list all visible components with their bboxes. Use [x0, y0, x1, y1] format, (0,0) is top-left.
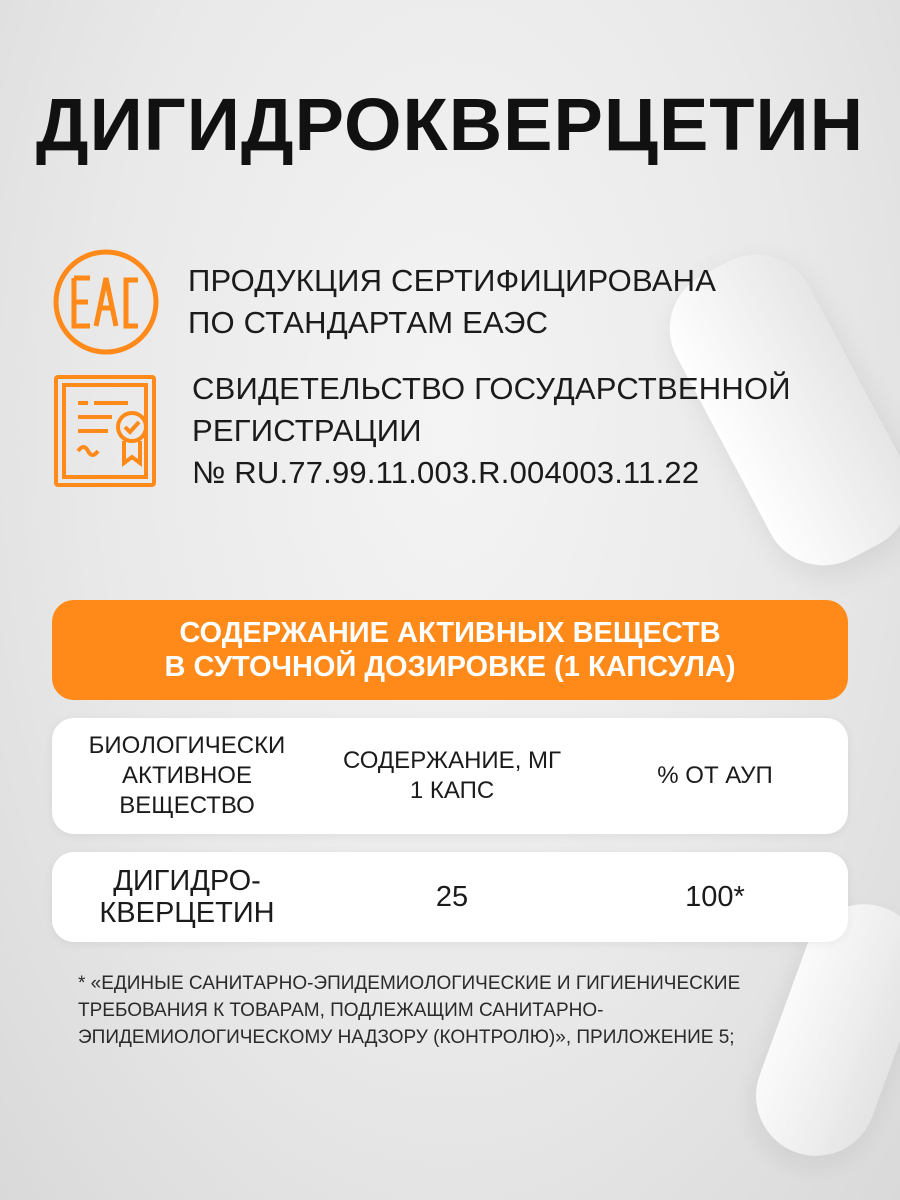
eac-icon — [52, 248, 160, 356]
table-row — [52, 852, 848, 942]
header-text: БИОЛОГИЧЕСКИ — [88, 732, 286, 759]
registration-text — [192, 368, 791, 494]
certification-text — [188, 260, 716, 344]
certification-line: ПРОДУКЦИЯ СЕРТИФИЦИРОВАНА — [188, 263, 717, 298]
certification-line: ПО СТАНДАРТАМ ЕАЭС — [188, 305, 549, 340]
cell-text: КВЕРЦЕТИН — [99, 897, 275, 929]
header-substance — [52, 731, 322, 821]
footnote-line: ТРЕБОВАНИЯ К ТОВАРАМ, ПОДЛЕЖАЩИМ САНИТАРНО- — [78, 1000, 604, 1021]
header-text: СОДЕРЖАНИЕ, МГ — [342, 747, 562, 774]
table-header — [52, 718, 848, 834]
banner-line: СОДЕРЖАНИЕ АКТИВНЫХ ВЕЩЕСТВ — [179, 617, 721, 649]
footnote-line: ЭПИДЕМИОЛОГИЧЕСКОМУ НАДЗОРУ (КОНТРОЛЮ)», ПРИЛОЖЕНИЕ 5; — [78, 1027, 735, 1048]
registration-line: РЕГИСТРАЦИИ — [192, 413, 422, 448]
certificate-icon — [52, 377, 160, 485]
header-text: ВЕЩЕСТВО — [119, 792, 255, 819]
cell-text: ДИГИДРО- — [113, 865, 261, 897]
header-amount — [322, 746, 582, 806]
registration-number: № RU.77.99.11.003.R.004003.11.22 — [192, 455, 700, 490]
registration-line: СВИДЕТЕЛЬСТВО ГОСУДАРСТВЕННОЙ — [192, 371, 791, 406]
cell-substance — [52, 865, 322, 929]
banner-line: В СУТОЧНОЙ ДОЗИРОВКЕ (1 КАПСУЛА) — [164, 651, 736, 683]
footnote-line: * «ЕДИНЫЕ САНИТАРНО-ЭПИДЕМИОЛОГИЧЕСКИЕ И ГИГИЕНИЧЕСКИЕ — [78, 973, 741, 994]
cell-percent: 100* — [685, 881, 745, 913]
product-title: ДИГИДРОКВЕРЦЕТИН — [35, 83, 865, 166]
registration-row — [52, 368, 791, 494]
header-text: % ОТ АУП — [657, 762, 773, 789]
active-substances-banner — [52, 600, 848, 700]
header-text: 1 КАПС — [409, 777, 495, 804]
certification-row — [52, 248, 716, 356]
header-percent — [582, 761, 848, 791]
header-text: АКТИВНОЕ — [122, 762, 252, 789]
footnote — [78, 970, 838, 1051]
cell-amount: 25 — [435, 881, 469, 913]
